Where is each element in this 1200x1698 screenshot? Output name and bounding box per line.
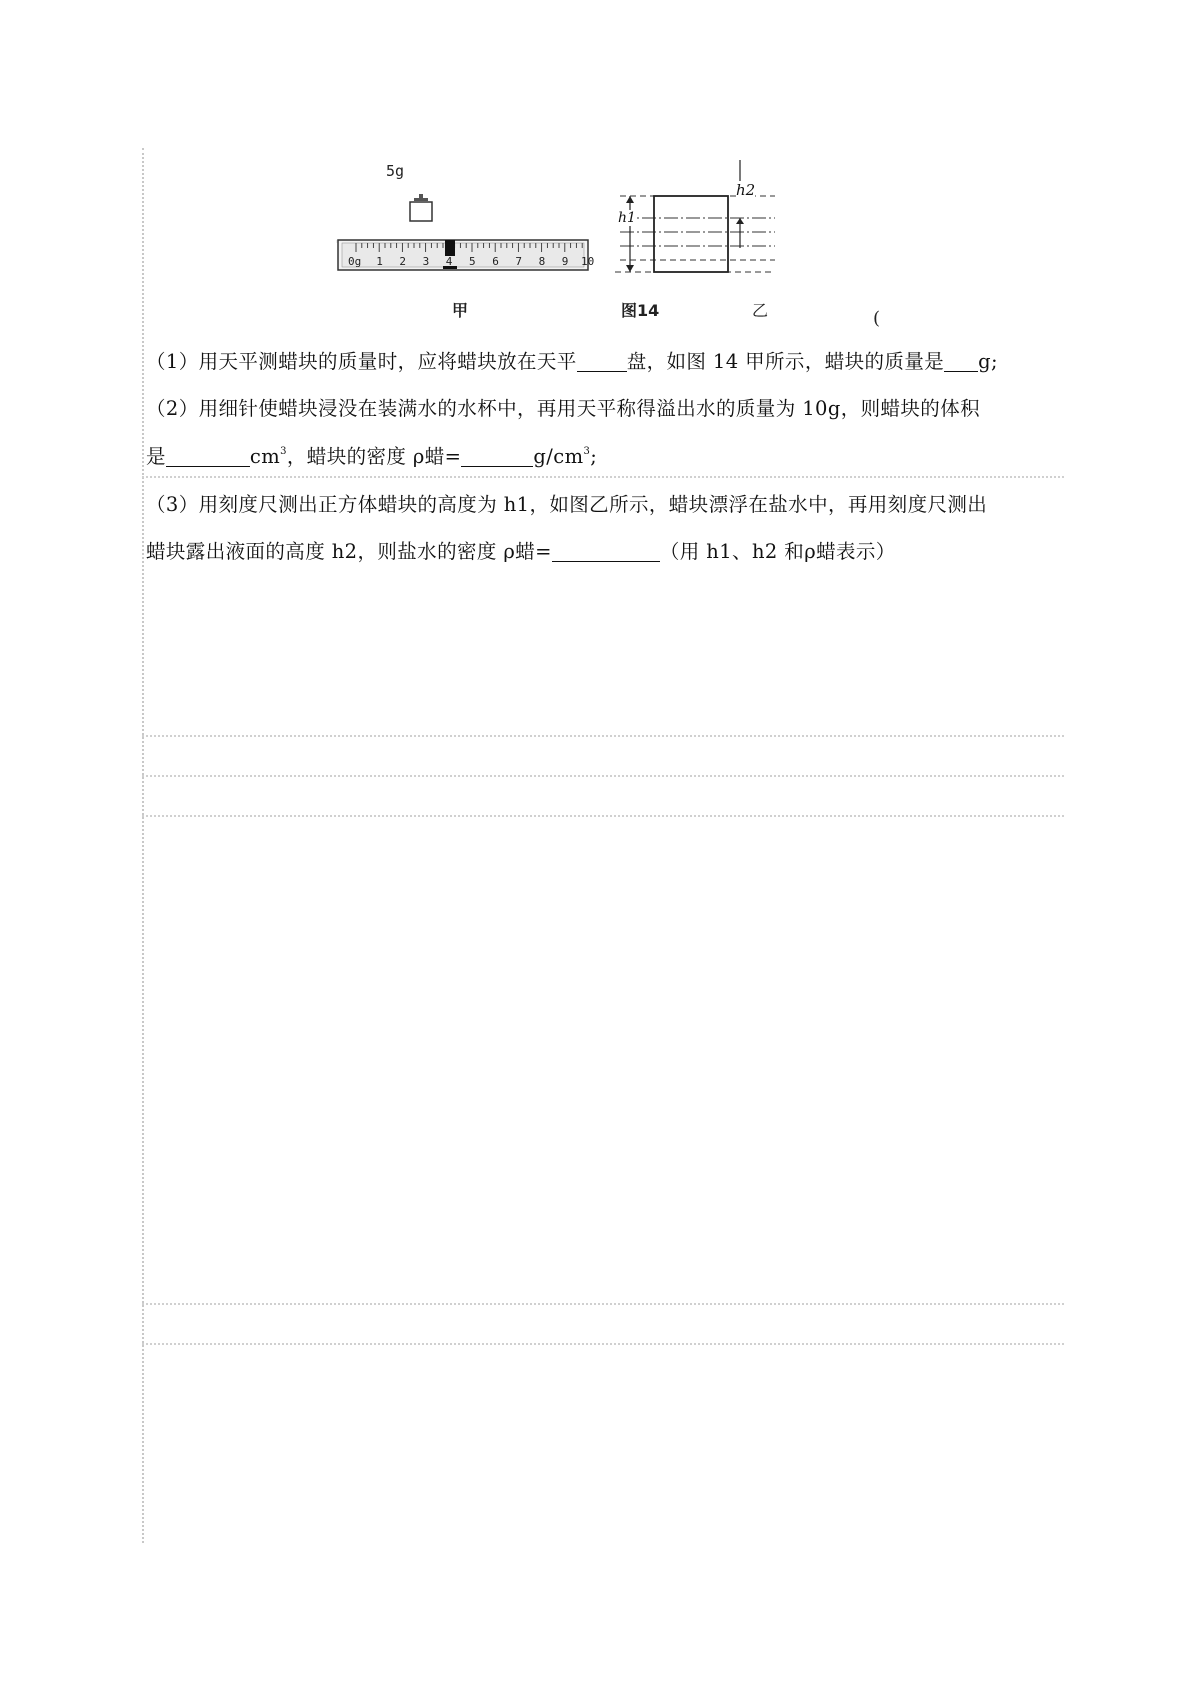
ruler-tick-label: 0g (348, 255, 362, 268)
q2-blank-volume[interactable] (166, 446, 250, 467)
q1-blank-pan[interactable] (577, 351, 627, 372)
figure-caption: 图14 (621, 301, 660, 320)
dotted-separator (142, 1303, 1064, 1305)
ruler-tick-label: 3 (422, 255, 430, 268)
ruler-tick-label: 5 (469, 255, 476, 268)
q3-text-before: 蜡块露出液面的高度 h2，则盐水的密度 ρ蜡= (146, 540, 552, 563)
left-margin-dotted-line (142, 148, 144, 1543)
q1-text-middle: 盘，如图 14 甲所示，蜡块的质量是 (626, 350, 945, 373)
q2-prefix: 是 (146, 445, 166, 468)
h1-label: h1 (618, 210, 636, 226)
q1-blank-mass[interactable] (944, 351, 978, 372)
ruler-tick-label: 4 (445, 255, 453, 268)
question-3-line-2 (146, 538, 896, 566)
wax-block-diagram (615, 160, 775, 272)
q2-blank-density[interactable] (461, 446, 533, 467)
dotted-separator (142, 735, 1064, 737)
caption-jia: 甲 (452, 301, 469, 320)
ruler-tick-label: 8 (538, 255, 546, 268)
ruler-tick-label: 7 (515, 255, 523, 268)
weight-5g (410, 194, 432, 221)
question-3-line-1: （3）用刻度尺测出正方体蜡块的高度为 h1，如图乙所示，蜡块漂浮在盐水中，再用刻度尺测出 (146, 493, 988, 516)
q2-unit-cm-sup: 3 (280, 446, 287, 457)
ruler-tick-label: 10 (581, 255, 595, 268)
balance-ruler (336, 240, 588, 270)
dotted-separator (142, 476, 1064, 478)
q1-text-before: （1）用天平测蜡块的质量时，应将蜡块放在天平 (146, 350, 577, 373)
q2-unit-cm: cm (249, 445, 281, 468)
weight-label: 5g (386, 162, 405, 180)
ruler-tick-label: 6 (492, 255, 499, 268)
dotted-separator (142, 775, 1064, 777)
q1-text-after: g; (978, 350, 998, 373)
caption-yi: 乙 (752, 301, 769, 320)
q2-density-text: ，蜡块的密度 ρ蜡= (286, 445, 462, 468)
q3-blank-density[interactable] (552, 541, 660, 562)
rider-weight (445, 240, 455, 256)
h2-label: h2 (736, 181, 756, 199)
question-1 (146, 348, 998, 376)
q3-text-after: （用 h1、h2 和ρ蜡表示） (659, 540, 896, 563)
question-2-line-1: （2）用细针使蜡块浸没在装满水的水杯中，再用天平称得溢出水的质量为 10g，则蜡块的体积 (146, 397, 981, 420)
dotted-separator (142, 1343, 1064, 1345)
figure-14 (330, 148, 890, 328)
figure-drawing (330, 148, 890, 328)
ruler-tick-label: 1 (376, 255, 383, 268)
question-2-line-2 (146, 443, 597, 471)
wax-block (654, 196, 728, 272)
q2-unit-gcm: g/cm (533, 445, 584, 468)
dotted-separator (142, 815, 1064, 817)
q2-unit-gcm-sup: 3 (583, 446, 591, 457)
ruler-tick-label: 2 (399, 255, 407, 268)
ruler-tick-label: 9 (561, 255, 569, 268)
q2-end: ; (590, 445, 598, 468)
stray-parenthesis: ( (873, 308, 881, 329)
